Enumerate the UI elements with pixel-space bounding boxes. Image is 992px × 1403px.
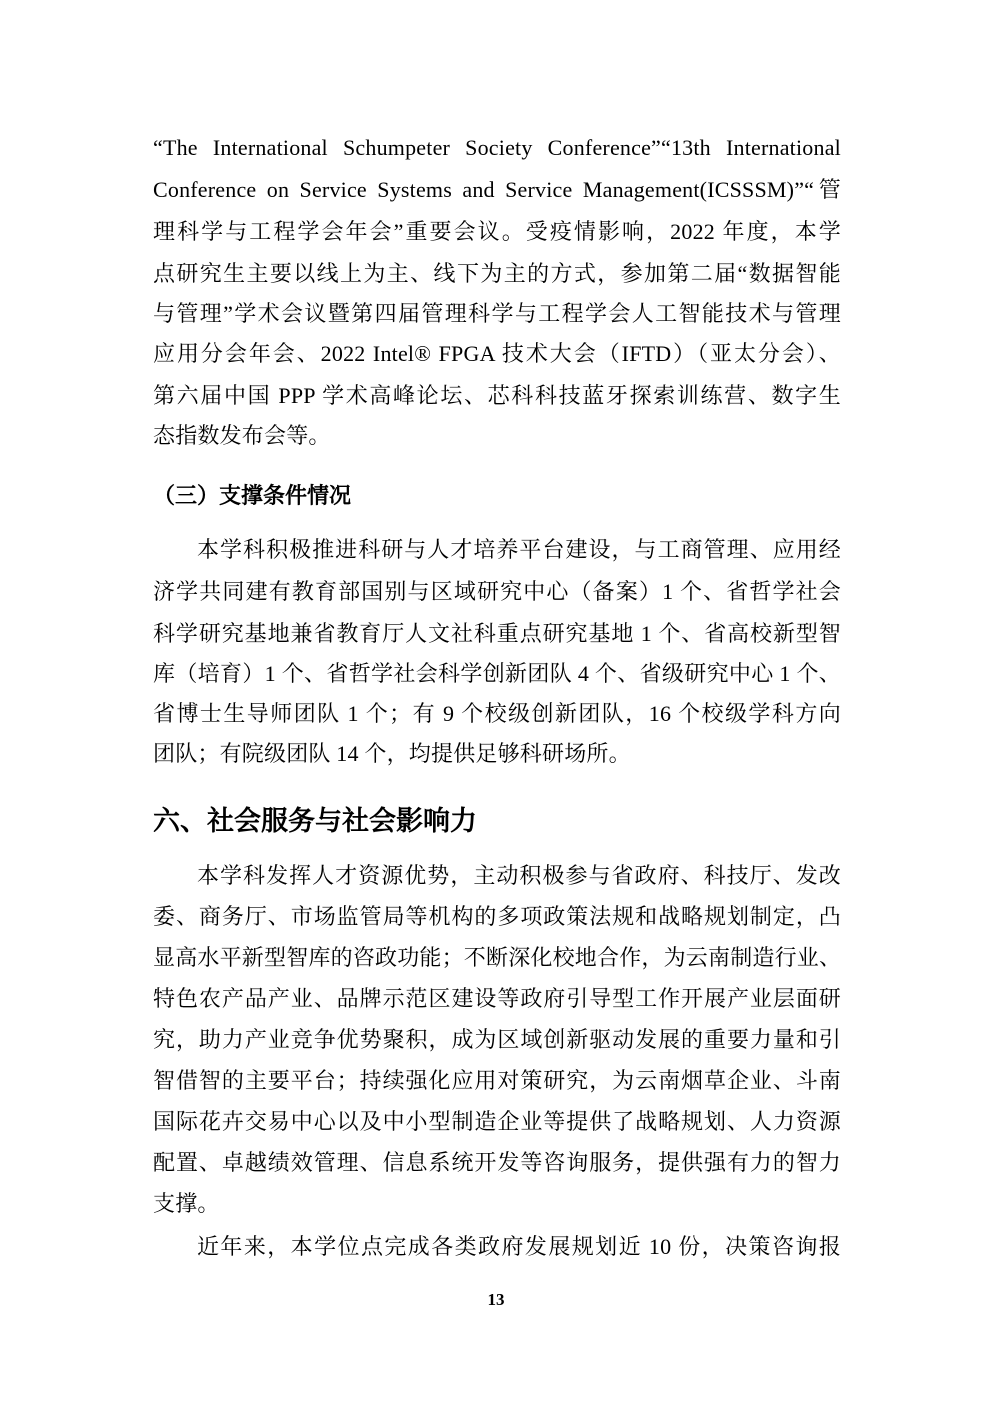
paragraph-line: 特色农产品产业、品牌示范区建设等政府引导型工作开展产业层面研	[153, 986, 841, 1011]
paragraph-line: 库（培育）1 个、省哲学社会科学创新团队 4 个、省级研究中心 1 个、	[153, 661, 841, 686]
paragraph-line: 点研究生主要以线上为主、线下为主的方式，参加第二届“数据智能	[153, 261, 841, 286]
page-number: 13	[487, 1290, 505, 1309]
paragraph-line: “The International Schumpeter Society Conference”“13th International	[153, 135, 841, 160]
paragraph-line: 团队；有院级团队 14 个，均提供足够科研场所。	[153, 741, 631, 766]
paragraph-line: 显高水平新型智库的咨政功能；不断深化校地合作，为云南制造行业、	[153, 945, 842, 970]
section-heading: 六、社会服务与社会影响力	[153, 806, 477, 837]
paragraph-line: 济学共同建有教育部国别与区域研究中心（备案）1 个、省哲学社会	[153, 579, 841, 604]
paragraph-line: 委、商务厅、市场监管局等机构的多项政策法规和战略规划制定，凸	[153, 904, 841, 929]
paragraph-line: 支撑。	[153, 1191, 220, 1216]
subsection-heading: （三）支撑条件情况	[153, 483, 352, 508]
paragraph-line: 第六届中国 PPP 学术高峰论坛、芯科科技蓝牙探索训练营、数字生	[153, 383, 841, 408]
paragraph-line: 态指数发布会等。	[153, 423, 331, 448]
paragraph-line: 本学科发挥人才资源优势，主动积极参与省政府、科技厅、发改	[197, 863, 841, 888]
paragraph-line: 配置、卓越绩效管理、信息系统开发等咨询服务，提供强有力的智力	[153, 1150, 841, 1175]
paragraph-line: 科学研究基地兼省教育厅人文社科重点研究基地 1 个、省高校新型智	[153, 621, 841, 646]
paragraph-line: 与管理”学术会议暨第四届管理科学与工程学会人工智能技术与管理	[153, 301, 841, 326]
paragraph-line: 应用分会年会、2022 Intel® FPGA 技术大会（IFTD）（亚太分会）、	[153, 341, 841, 366]
paragraph-line: 省博士生导师团队 1 个；有 9 个校级创新团队，16 个校级学科方向	[153, 701, 841, 726]
paragraph-line: 智借智的主要平台；持续强化应用对策研究，为云南烟草企业、斗南	[153, 1068, 841, 1093]
paragraph-line: 理科学与工程学会年会”重要会议。受疫情影响，2022 年度，本学	[153, 219, 841, 244]
paragraph-line: 本学科积极推进科研与人才培养平台建设，与工商管理、应用经	[197, 537, 841, 562]
paragraph-line: Conference on Service Systems and Service Management(ICSSSM)”“管	[153, 177, 841, 202]
paragraph-line: 近年来，本学位点完成各类政府发展规划近 10 份，决策咨询报	[197, 1234, 841, 1259]
paragraph-line: 国际花卉交易中心以及中小型制造企业等提供了战略规划、人力资源	[153, 1109, 841, 1134]
paragraph-line: 究，助力产业竞争优势聚积，成为区域创新驱动发展的重要力量和引	[153, 1027, 841, 1052]
